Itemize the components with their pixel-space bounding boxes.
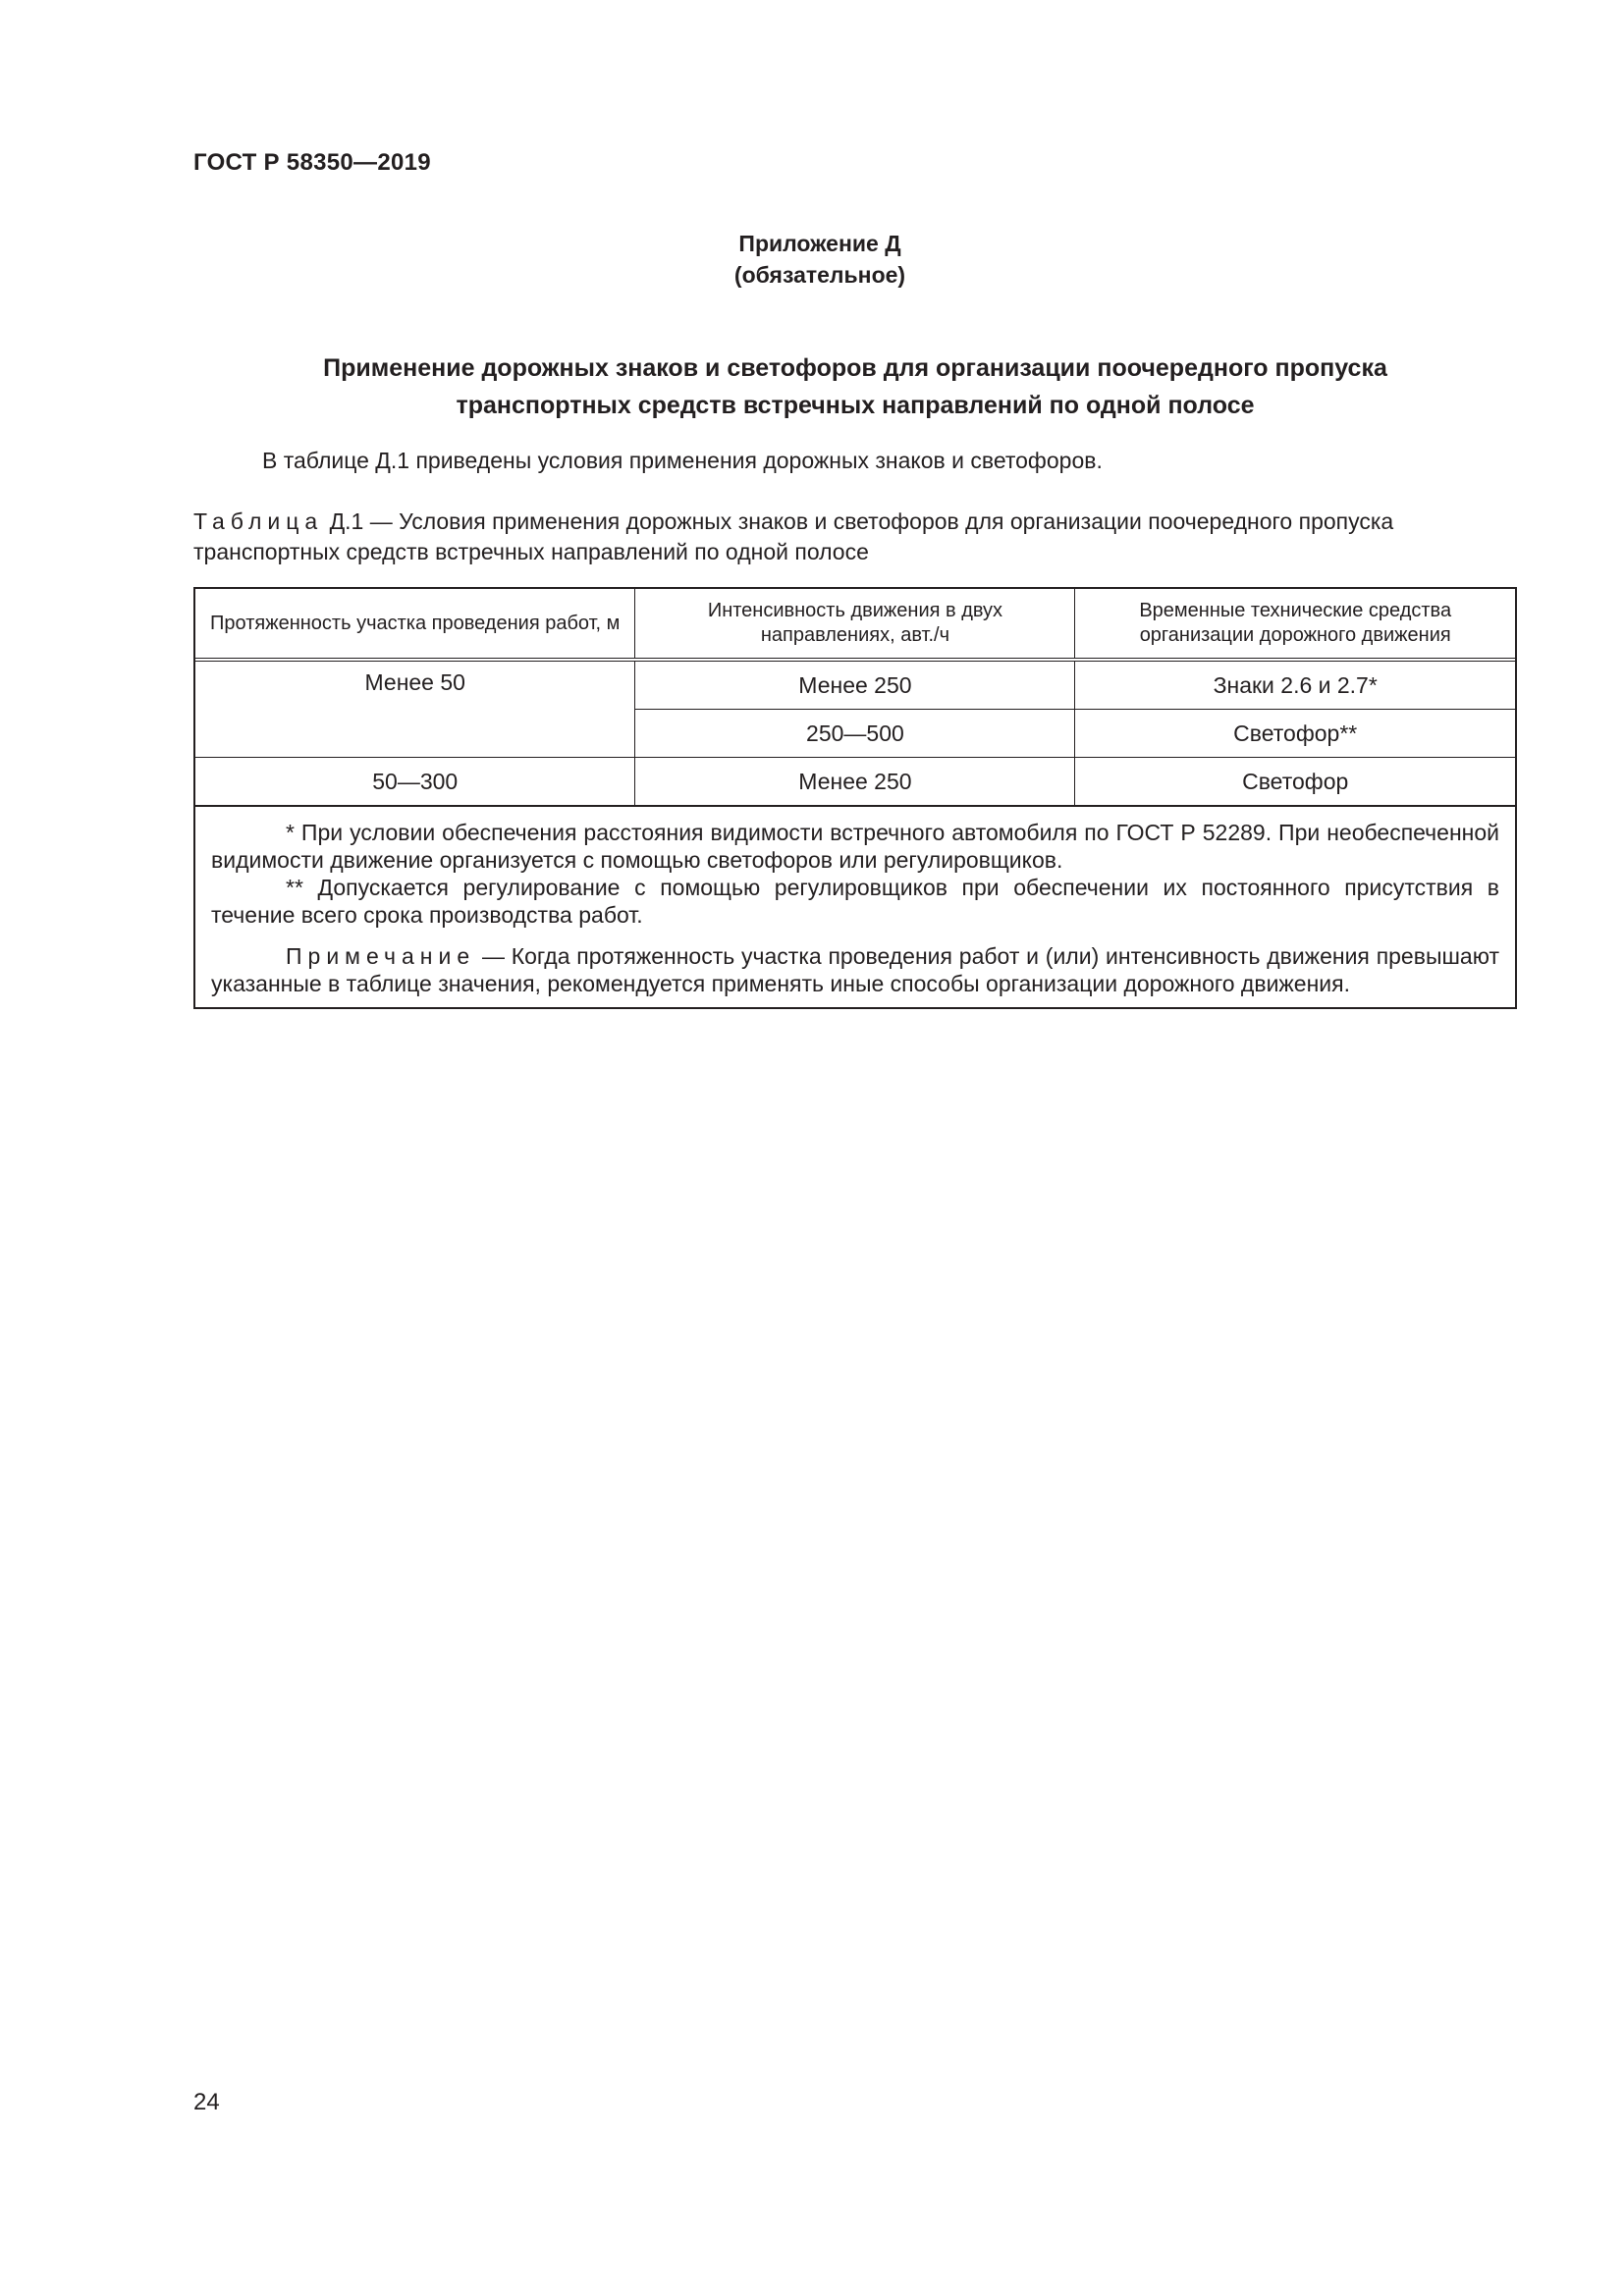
table-row: [195, 660, 1515, 710]
footnote-2: ** Допускается регулирование с помощью регулировщиков при обеспечении их постоянного присутствия в течение всего срока производства работ.: [211, 875, 1499, 928]
note-label: Примечание: [286, 943, 476, 969]
cell-intensity: 250—500: [635, 710, 1075, 758]
header-intensity: Интенсивность движения в двух направлениях, авт./ч: [635, 589, 1075, 660]
intro-paragraph: В таблице Д.1 приведены условия применения дорожных знаков и светофоров.: [262, 448, 1103, 473]
table-note: [211, 942, 1499, 997]
table-caption-text: Д.1 — Условия применения дорожных знаков и светофоров для организации поочередного пропуска транспортных средств встречных направлений по одной полосе: [193, 508, 1394, 564]
appendix-heading: [0, 228, 1624, 291]
table-caption-prefix: Таблица: [193, 508, 324, 534]
table-row: [195, 758, 1515, 806]
appendix-title-line1: Применение дорожных знаков и светофоров для организации поочередного пропуска: [323, 354, 1387, 382]
cell-length: 50—300: [195, 758, 635, 806]
cell-means: Светофор: [1075, 758, 1515, 806]
appendix-status: (обязательное): [733, 262, 906, 288]
cell-length: Менее 50: [195, 660, 635, 758]
cell-intensity: Менее 250: [635, 758, 1075, 806]
header-length: Протяженность участка проведения работ, м: [195, 589, 635, 660]
page-number: 24: [193, 2089, 220, 2115]
document-code: ГОСТ Р 58350—2019: [193, 149, 431, 176]
table-notes: [195, 806, 1515, 1007]
note-text: — Когда протяженность участка проведения работ и (или) интенсивность движения превышают указанные в таблице значения, рекомендуется применять иные способы организации дорожного движения.: [211, 943, 1499, 996]
cell-means: Светофор**: [1075, 710, 1515, 758]
cell-means: Знаки 2.6 и 2.7*: [1075, 660, 1515, 710]
appendix-title: [193, 349, 1517, 424]
cell-intensity: Менее 250: [635, 660, 1075, 710]
table-header-row: [195, 589, 1515, 660]
header-means: Временные технические средства организации дорожного движения: [1075, 589, 1515, 660]
appendix-title-line2: транспортных средств встречных направлений по одной полосе: [456, 392, 1255, 419]
table-caption: [193, 507, 1517, 567]
conditions-table: [193, 587, 1517, 1009]
appendix-label: Приложение Д: [738, 231, 901, 256]
footnote-1: * При условии обеспечения расстояния видимости встречного автомобиля по ГОСТ Р 52289. При необеспеченной видимости движение организуется с помощью светофоров или регулировщиков.: [211, 820, 1499, 873]
conditions-grid: [195, 589, 1515, 806]
